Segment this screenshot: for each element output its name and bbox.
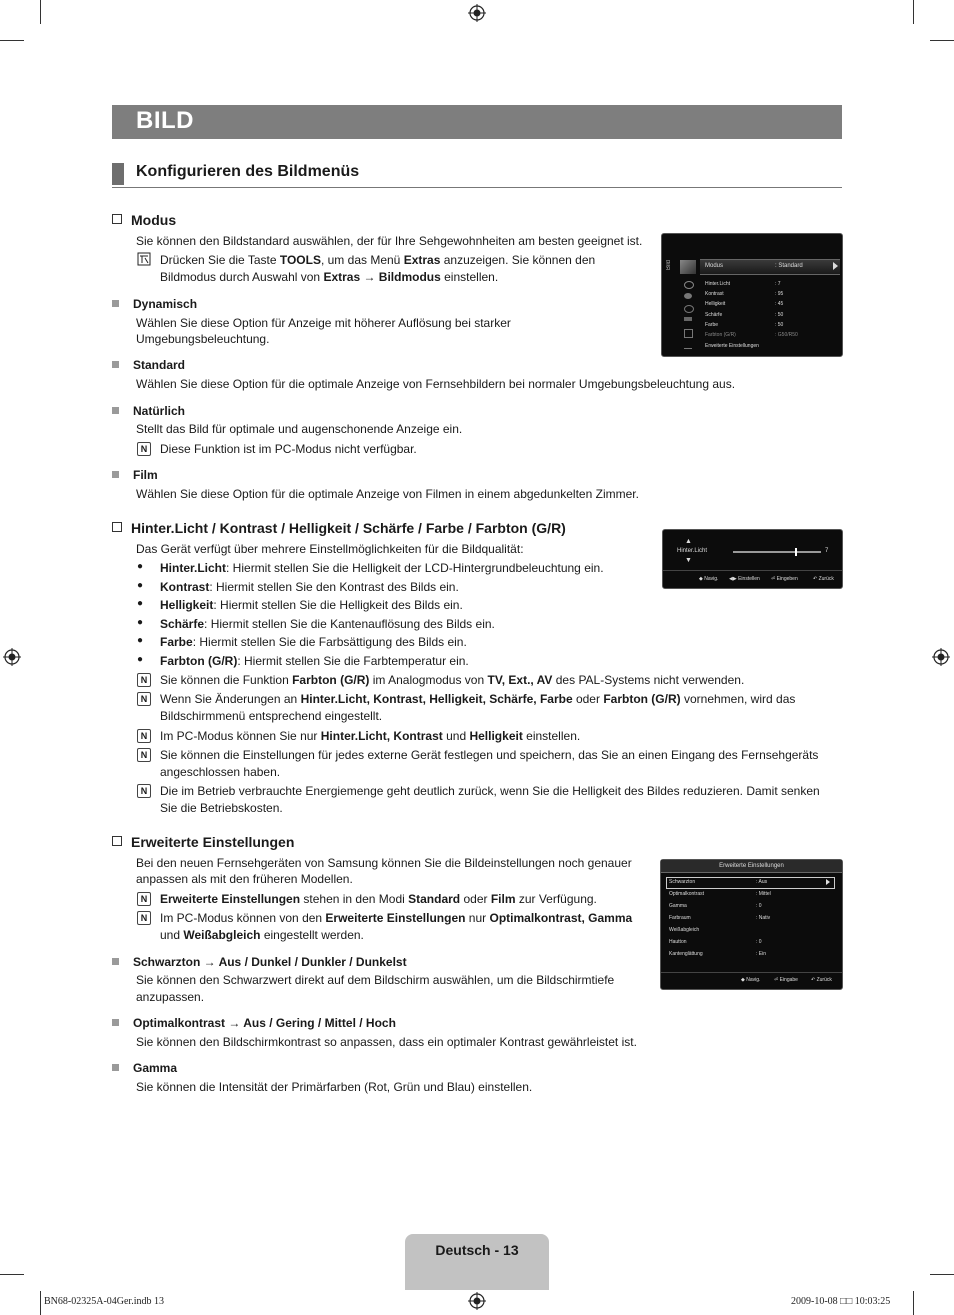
bullet-icon: ● xyxy=(137,616,144,628)
menu-row-value: : 50 xyxy=(775,322,784,328)
menu-row-value: : 7 xyxy=(775,281,781,287)
page-number-tab xyxy=(405,1234,549,1290)
menu-row-label: Optimalkontrast xyxy=(669,891,705,897)
menu-row-value: : 0 xyxy=(756,903,762,909)
app-icon xyxy=(684,329,693,338)
gamma-text: Sie können die Intensität der Primärfarben (Rot, Grün und Blau) einstellen. xyxy=(136,1080,533,1094)
back-hint: ↶ Zurück xyxy=(811,977,832,983)
bullet-icon: ● xyxy=(137,561,144,572)
checkbox-icon xyxy=(112,836,122,846)
arrow-right-icon xyxy=(826,879,830,885)
note-icon: N xyxy=(137,748,151,762)
note-icon: N xyxy=(137,784,151,798)
sound-icon xyxy=(684,281,694,289)
menu-row-value: : 50 xyxy=(775,312,784,318)
schwarzton-text-1: Sie können den Schwarzwert direkt auf dem Bildschirm auswählen, um die Bildschirmtiefe xyxy=(136,973,615,987)
menu-row-value: : Ein xyxy=(756,951,767,957)
nav-icon: ◆ xyxy=(741,977,747,983)
enter-hint: ⏎ Eingeben xyxy=(771,576,798,582)
film-text: Wählen Sie diese Option für die optimale Anzeige von Filmen in einem abgedunkelten Zimmer. xyxy=(136,487,639,501)
hinter-note-3: Im PC-Modus können Sie nur Hinter.Licht, Kontrast und Helligkeit einstellen. xyxy=(160,729,581,743)
erweitert-heading: Erweiterte Einstellungen xyxy=(112,834,294,850)
natuerlich-text: Stellt das Bild für optimale und augenschonende Anzeige ein. xyxy=(136,422,463,436)
menu-row-value: : Aus xyxy=(756,879,768,885)
arrow-up-icon: ▲ xyxy=(685,538,692,545)
screen-title: Erweiterte Einstellungen xyxy=(719,863,784,869)
menu-row-label: Gamma xyxy=(669,903,687,909)
hinter-intro: Das Gerät verfügt über mehrere Einstellmöglichkeiten für die Bildqualität: xyxy=(136,542,524,556)
menu-row-label: Kontrast xyxy=(705,291,724,297)
hinter-note-5: Die im Betrieb verbrauchte Energiemenge geht deutlich zurück, wenn Sie die Helligkeit des Bildes reduzieren. Damit senken xyxy=(160,784,820,798)
menu-row-value: : 0 xyxy=(756,939,762,945)
menu-row-label: Schwarzton xyxy=(669,879,696,885)
bild-menu-screenshot xyxy=(661,233,843,357)
hinter-note-1: Sie können die Funktion Farbton (G/R) im Analogmodus von TV, Ext., AV des PAL-Systems nicht verwenden. xyxy=(160,673,745,687)
gamma-title: Gamma xyxy=(112,1061,177,1075)
registration-mark-icon xyxy=(468,4,486,22)
natuerlich-title: Natürlich xyxy=(112,404,185,418)
erweitert-intro-1: Bei den neuen Fernsehgeräten von Samsung können Sie die Bildeinstellungen noch genauer xyxy=(136,856,632,870)
registration-mark-icon xyxy=(3,648,21,666)
erweitert-note-1: Erweiterte Einstellungen stehen in den Modi Standard oder Film zur Verfügung. xyxy=(160,892,597,906)
erweitert-note-2b: und Weißabgleich eingestellt werden. xyxy=(160,928,364,942)
menu-row-label: Hinter.Licht xyxy=(705,281,731,287)
registration-mark-icon xyxy=(468,1292,486,1310)
slider-track xyxy=(733,551,821,553)
enter-hint: ⏎ Eingabe xyxy=(774,977,798,983)
support-icon xyxy=(684,342,692,349)
return-icon: ↶ xyxy=(813,576,819,582)
checkbox-icon xyxy=(112,522,122,532)
square-bullet-icon xyxy=(112,361,119,368)
backlight-slider-screenshot xyxy=(662,529,843,589)
optimal-title: Optimalkontrast → Aus / Gering / Mittel / Hoch xyxy=(112,1016,396,1030)
standard-title: Standard xyxy=(112,358,185,372)
arrow-right-icon xyxy=(833,262,838,270)
menu-row-label: Modus xyxy=(705,263,724,269)
tools-note-line2: Bildmodus durch Auswahl von Extras → Bildmodus einstellen. xyxy=(160,270,499,284)
nav-hint: ◆ Navig. xyxy=(741,977,761,983)
note-icon: N xyxy=(137,673,151,687)
optimal-text: Sie können den Bildschirmkontrast so anpassen, dass ein optimaler Kontrast gewährleistet ist. xyxy=(136,1035,637,1049)
natuerlich-note: Diese Funktion ist im PC-Modus nicht verfügbar. xyxy=(160,442,417,456)
hinter-note-2b: Bildschirmmenü entsprechend eingestellt. xyxy=(160,709,383,723)
hinter-item: Farbton (G/R): Hiermit stellen Sie die Farbtemperatur ein. xyxy=(160,654,469,668)
menu-row-value: : Nativ xyxy=(756,915,771,921)
note-icon: N xyxy=(137,729,151,743)
enter-icon: ⏎ xyxy=(774,977,780,983)
menu-row-value: : 45 xyxy=(775,301,784,307)
page-title: BILD xyxy=(136,107,194,134)
print-date: 2009-10-08 □□ 10:03:25 xyxy=(791,1296,891,1307)
hinter-item: Farbe: Hiermit stellen Sie die Farbsättigung des Bilds ein. xyxy=(160,635,467,650)
hinter-item: Schärfe: Hiermit stellen Sie die Kantenauflösung des Bilds ein. xyxy=(160,616,495,631)
menu-row-label: Weißabgleich xyxy=(669,927,700,933)
menu-row-label: Schärfe xyxy=(705,312,723,318)
erweitert-note-2: Im PC-Modus können von den Erweiterte Einstellungen nur Optimalkontrast, Gamma xyxy=(160,911,633,925)
checkbox-icon xyxy=(112,214,122,224)
hinter-heading: Hinter.Licht / Kontrast / Helligkeit / Schärfe / Farbe / Farbton (G/R) xyxy=(112,520,566,536)
menu-row-value: : G50/R50 xyxy=(775,332,798,338)
note-icon: N xyxy=(137,911,151,925)
schwarzton-text-2: anzupassen. xyxy=(136,990,205,1004)
page-title-bar xyxy=(112,105,842,139)
return-icon: ↶ xyxy=(811,977,817,983)
menu-row-label: Helligkeit xyxy=(705,301,726,307)
menu-side-label: Bild xyxy=(666,260,672,271)
menu-row-label: Kantenglättung xyxy=(669,951,703,957)
slider-thumb xyxy=(795,548,797,556)
dynamisch-text-2: Umgebungsbeleuchtung. xyxy=(136,332,270,346)
set-hint: ◀▶ Einstellen xyxy=(729,576,760,582)
back-hint: ↶ Zurück xyxy=(813,576,834,582)
modus-intro: Sie können den Bildstandard auswählen, der für Ihre Sehgewohnheiten am besten geeignet ist. xyxy=(136,234,643,248)
hinter-item: Kontrast: Hiermit stellen Sie den Kontrast des Bilds ein. xyxy=(160,579,459,594)
section-marker xyxy=(112,163,124,185)
hinter-note-2: Wenn Sie Änderungen an Hinter.Licht, Kontrast, Helligkeit, Schärfe, Farbe oder Farbton (G/R) vornehmen, wird das xyxy=(160,692,796,706)
registration-mark-icon xyxy=(932,648,950,666)
arrow-down-icon: ▼ xyxy=(685,557,692,564)
erweitert-intro-2: anpassen als mit den früheren Modellen. xyxy=(136,872,353,886)
menu-row-label: Erweiterte Einstellungen xyxy=(705,343,759,349)
left-right-icon: ◀▶ xyxy=(729,576,739,582)
square-bullet-icon xyxy=(112,958,119,965)
nav-hint: ◆ Navig. xyxy=(699,576,719,582)
hinter-note-4b: angeschlossen haben. xyxy=(160,765,281,779)
advanced-settings-screenshot xyxy=(660,859,843,990)
menu-row-label: Hautton xyxy=(669,939,687,945)
dynamisch-text-1: Wählen Sie diese Option für Anzeige mit höherer Auflösung bei starker xyxy=(136,316,511,330)
square-bullet-icon xyxy=(112,407,119,414)
note-icon: N xyxy=(137,442,151,456)
page-number: Deutsch - 13 xyxy=(435,1242,519,1258)
slider-value: 7 xyxy=(825,548,829,554)
divider xyxy=(661,972,842,973)
square-bullet-icon xyxy=(112,300,119,307)
menu-row-label: Farbe xyxy=(705,322,719,328)
menu-row-label: Farbraum xyxy=(669,915,691,921)
square-bullet-icon xyxy=(112,1064,119,1071)
film-title: Film xyxy=(112,468,158,482)
dynamisch-title: Dynamisch xyxy=(112,297,197,311)
file-name: BN68-02325A-04Ger.indb 13 xyxy=(44,1296,164,1307)
hinter-note-4: Sie können die Einstellungen für jedes externe Gerät festlegen und speichern, das Sie an einen Eingang des Fernsehgeräts xyxy=(160,748,819,762)
section-title: Konfigurieren des Bildmenüs xyxy=(136,163,360,180)
channel-icon xyxy=(684,293,692,299)
menu-row-label: Farbton (G/R) xyxy=(705,332,736,338)
menu-row-value: : 95 xyxy=(775,291,784,297)
tools-note-icon xyxy=(137,252,151,266)
slider-label: Hinter.Licht xyxy=(677,548,708,554)
bullet-icon: ● xyxy=(137,654,144,665)
section-heading xyxy=(112,161,842,188)
setup-icon xyxy=(684,305,694,313)
menu-row-value: : Standard xyxy=(775,263,803,269)
bullet-icon: ● xyxy=(137,635,144,647)
enter-icon: ⏎ xyxy=(771,576,777,582)
hinter-item: Helligkeit: Hiermit stellen Sie die Helligkeit des Bilds ein. xyxy=(160,598,463,613)
nav-icon: ◆ xyxy=(699,576,705,582)
note-icon: N xyxy=(137,692,151,706)
bullet-icon: ● xyxy=(137,598,144,610)
square-bullet-icon xyxy=(112,1019,119,1026)
bullet-icon: ● xyxy=(137,579,144,591)
standard-text: Wählen Sie diese Option für die optimale Anzeige von Fernsehbildern bei normaler Umgebungsbeleuchtung aus. xyxy=(136,377,736,391)
note-icon: N xyxy=(137,892,151,906)
square-bullet-icon xyxy=(112,471,119,478)
schwarzton-title: Schwarzton → Aus / Dunkel / Dunkler / Dunkelst xyxy=(112,955,407,969)
menu-row-value: : Mittel xyxy=(756,891,771,897)
hinter-note-5b: Sie die Betriebskosten. xyxy=(160,801,283,815)
input-icon xyxy=(684,317,692,321)
modus-heading: Modus xyxy=(112,212,176,228)
hinter-item: Hinter.Licht: Hiermit stellen Sie die Helligkeit der LCD-Hintergrundbeleuchtung ein. xyxy=(160,561,604,575)
tools-note-line1: Drücken Sie die Taste TOOLS, um das Menü Extras anzuzeigen. Sie können den xyxy=(160,253,596,267)
picture-icon xyxy=(680,260,696,274)
divider xyxy=(663,570,842,571)
